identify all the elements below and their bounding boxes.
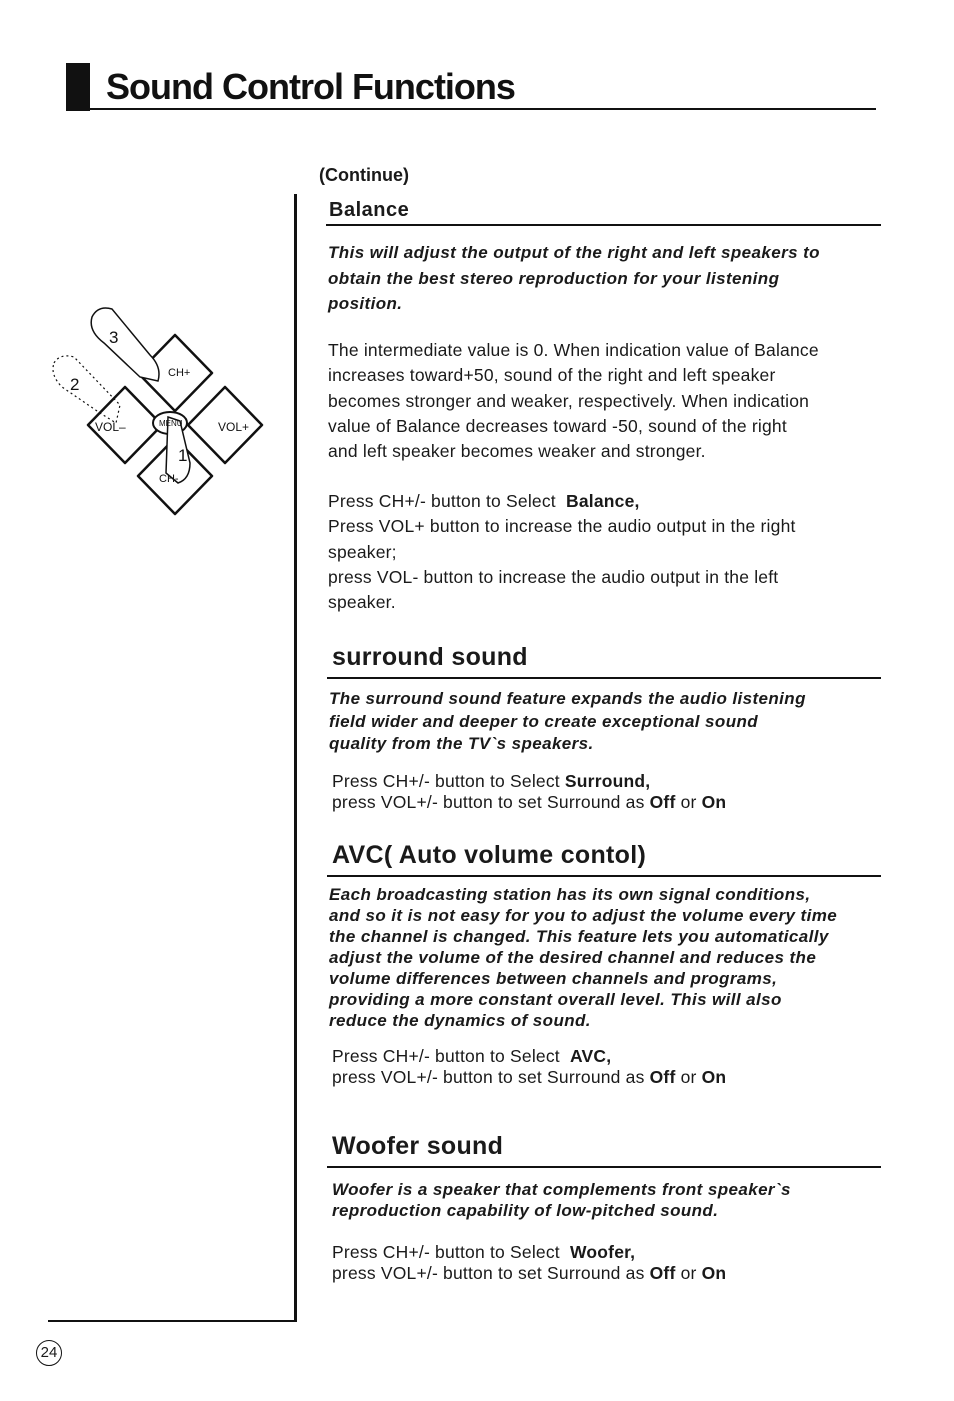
step-2-label: 2 xyxy=(70,375,80,394)
avc-instructions: Press CH+/- button to Select AVC, press VOL+/- button to set Surround as Off or On xyxy=(332,1046,727,1087)
column-divider xyxy=(294,194,297,1322)
avc-intro: Each broadcasting station has its own signal conditions, and so it is not easy for you to adjust the volume every time the channel is changed. This feature lets you automatically adjust the volume of the desired channel and reduces the volume differences between channels and programs, providing a more constant overall level. This will also reduce the dynamics of sound. xyxy=(329,885,838,1030)
balance-body: The intermediate value is 0. When indication value of Balance increases toward+50, sound of the right and left speaker becomes stronger and weaker, respectively. When indication value of Balance decreases toward -50, sound of the right and left speaker becomes weaker and stronger. xyxy=(328,340,819,462)
ch-plus-label: CH+ xyxy=(168,367,191,379)
balance-heading: Balance xyxy=(329,199,410,221)
page-title: Sound Control Functions xyxy=(106,66,515,107)
finger-3 xyxy=(91,308,159,381)
continue-label: (Continue) xyxy=(319,165,409,185)
vol-plus-label: VOL+ xyxy=(218,420,250,434)
vol-minus-label: VOL– xyxy=(95,420,126,434)
surround-rule xyxy=(327,677,881,679)
woofer-intro: Woofer is a speaker that complements front speaker`s reproduction capability of low-pitched sound. xyxy=(332,1180,791,1220)
step-1-label: 1 xyxy=(178,446,188,465)
woofer-heading: Woofer sound xyxy=(332,1132,504,1160)
woofer-rule xyxy=(327,1166,881,1168)
balance-instructions: Press CH+/- button to Select Balance, Press VOL+ button to increase the audio output in the right speaker; press VOL- button to increase the audio output in the left speaker. xyxy=(328,491,796,613)
surround-instructions: Press CH+/- button to Select Surround, press VOL+/- button to set Surround as Off or On xyxy=(332,771,727,812)
surround-heading: surround sound xyxy=(332,643,528,671)
title-bar-block xyxy=(66,63,90,111)
page-number: 24 xyxy=(36,1340,62,1366)
remote-buttons-illustration xyxy=(40,295,280,520)
bottom-rule xyxy=(48,1320,297,1322)
balance-intro: This will adjust the output of the right and left speakers to obtain the best stereo reproduction for your listening position. xyxy=(328,243,820,313)
balance-rule xyxy=(326,224,881,226)
step-3-label: 3 xyxy=(109,328,119,347)
ch-minus-label: CH- xyxy=(159,473,179,485)
avc-rule xyxy=(327,875,881,877)
title-underline xyxy=(90,108,876,110)
surround-intro: The surround sound feature expands the audio listening field wider and deeper to create exceptional sound quality from the TV`s speakers. xyxy=(329,689,806,753)
avc-heading: AVC( Auto volume contol) xyxy=(332,841,647,869)
menu-label: MENU xyxy=(159,419,183,428)
woofer-instructions: Press CH+/- button to Select Woofer, press VOL+/- button to set Surround as Off or On xyxy=(332,1242,727,1283)
